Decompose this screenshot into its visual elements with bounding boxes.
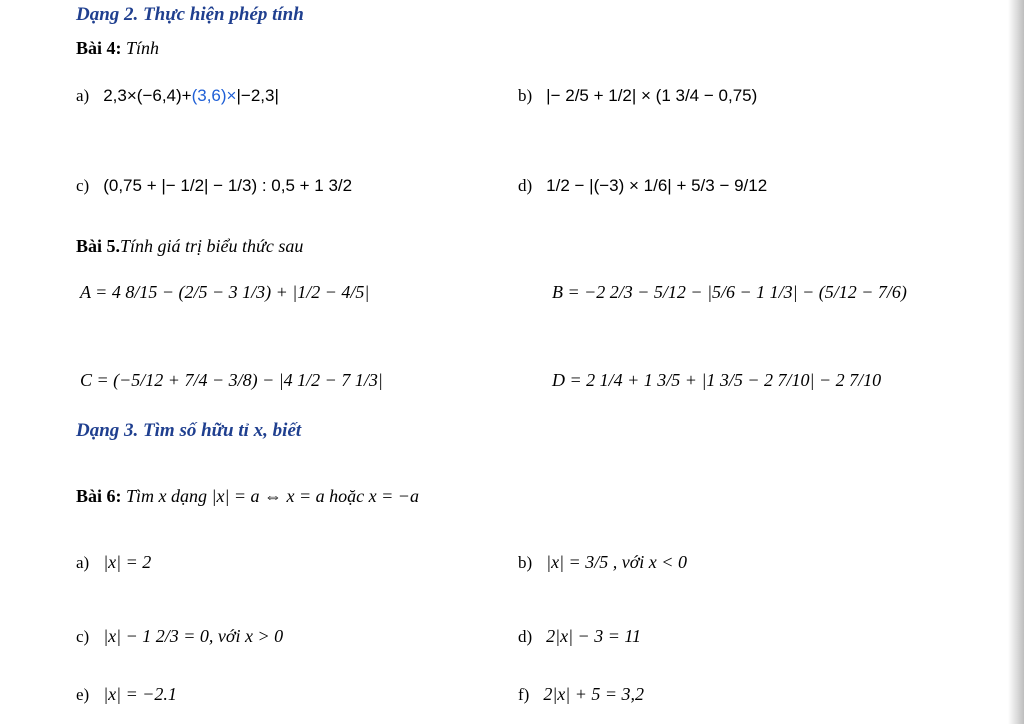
- problem-label: f): [518, 684, 530, 704]
- problem-6b: [518, 552, 687, 573]
- exercise-number: Bài 6:: [76, 486, 122, 506]
- exercise-number: Bài 5.: [76, 236, 121, 256]
- math-expression: 1/2 − |(−3) × 1/6| + 5/3 − 9/12: [546, 176, 768, 195]
- problem-6f: [518, 684, 644, 705]
- problem-6d: [518, 626, 641, 647]
- section-title-dang-3: Dạng 3. Tìm số hữu tỉ x, biết: [76, 420, 302, 441]
- math-expression: C = (−5/12 + 7/4 − 3/8) − |4 1/2 − 7 1/3|: [80, 370, 383, 390]
- math-expression: (0,75 + |− 1/2| − 1/3) : 0,5 + 1 3/2: [103, 176, 353, 195]
- exercise-number: Bài 4:: [76, 38, 122, 58]
- page-edge-shadow: [1008, 0, 1024, 724]
- exercise-heading-bai-4: [76, 38, 159, 59]
- problem-4c: [76, 176, 352, 196]
- problem-4b: [518, 86, 757, 106]
- problem-label: d): [518, 176, 533, 195]
- problem-label: d): [518, 626, 533, 646]
- problem-6e: [76, 684, 177, 705]
- math-expression: 2|x| − 3 = 11: [546, 626, 642, 646]
- math-expression: |x| = 2: [103, 552, 152, 572]
- problem-label: c): [76, 176, 90, 195]
- expression-c: [80, 370, 383, 391]
- math-expression: B = −2 2/3 − 5/12 − |5/6 − 1 1/3| − (5/12 − 7/6): [552, 282, 907, 302]
- math-expression: |x| = −2.1: [103, 684, 177, 704]
- problem-label: a): [76, 86, 90, 105]
- math-expression: 2|x| + 5 = 3,2: [543, 684, 645, 704]
- exercise-instruction: Tính giá trị biểu thức sau: [120, 236, 304, 256]
- problem-label: c): [76, 626, 90, 646]
- exercise-instruction: Tính: [126, 38, 160, 58]
- problem-6a: [76, 552, 151, 573]
- math-expression: |x| = 3/5 , với x < 0: [546, 552, 687, 572]
- problem-6c: [76, 626, 283, 647]
- math-expression: |− 2/5 + 1/2| × (1 3/4 − 0,75): [546, 86, 758, 105]
- problem-label: e): [76, 684, 90, 704]
- math-expression: A = 4 8/15 − (2/5 − 3 1/3) + |1/2 − 4/5|: [80, 282, 370, 302]
- problem-label: a): [76, 552, 90, 572]
- problem-4d: [518, 176, 767, 196]
- expression-a: [80, 282, 369, 303]
- section-title-dang-2: Dạng 2. Thực hiện phép tính: [76, 4, 304, 25]
- math-expression: D = 2 1/4 + 1 3/5 + |1 3/5 − 2 7/10| − 2 7/10: [552, 370, 882, 390]
- exercise-instruction: Tìm x dạng |x| = a ⇔ x = a hoặc x = −a: [126, 486, 419, 506]
- problem-label: b): [518, 552, 533, 572]
- expression-d: [552, 370, 881, 391]
- problem-4a: [76, 86, 279, 106]
- exercise-heading-bai-5: [76, 236, 303, 257]
- problem-label: b): [518, 86, 533, 105]
- math-expression: 2,3×(−6,4)+(3,6)×|−2,3|: [103, 86, 279, 105]
- math-expression: |x| − 1 2/3 = 0, với x > 0: [103, 626, 284, 646]
- expression-b: [552, 282, 907, 303]
- exercise-heading-bai-6: [76, 486, 419, 507]
